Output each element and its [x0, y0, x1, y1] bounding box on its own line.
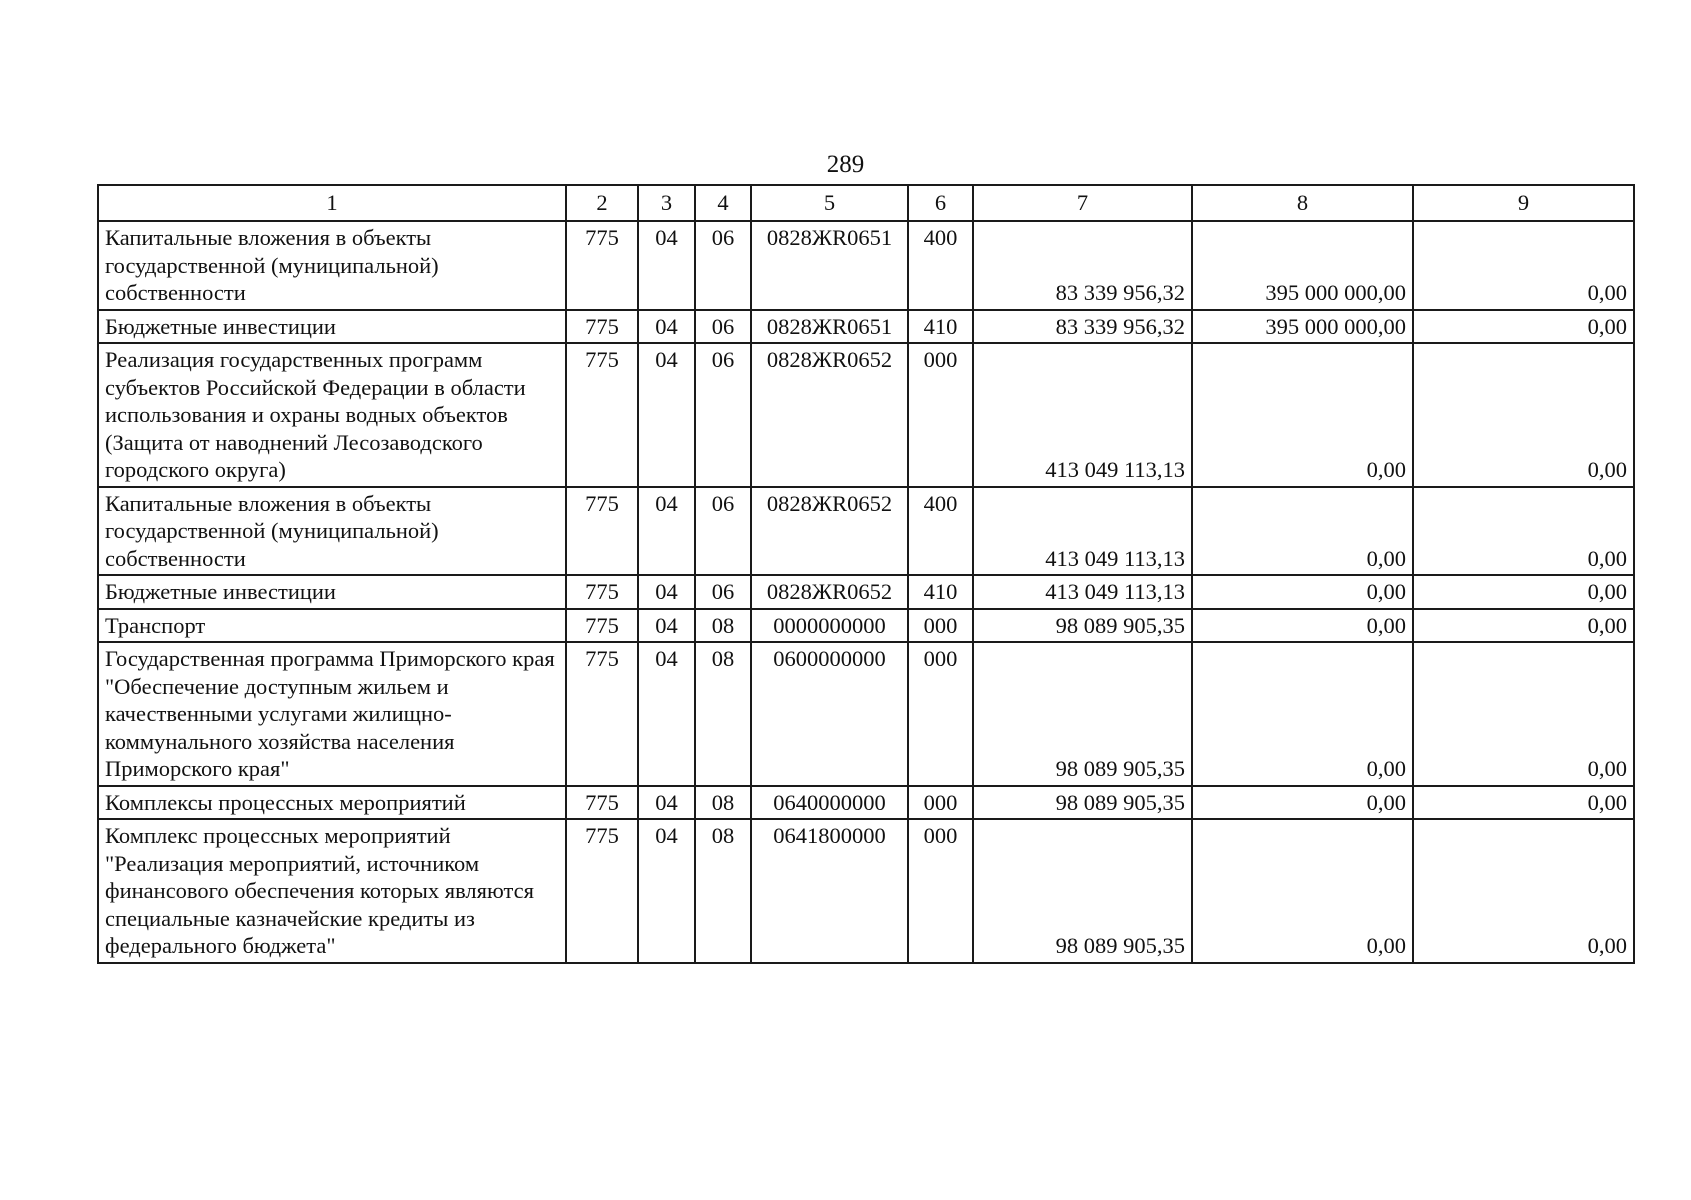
- ministry-code: 775: [566, 310, 638, 344]
- column-header: 3: [638, 185, 695, 221]
- amount-col9: 0,00: [1413, 221, 1634, 310]
- ministry-code: 775: [566, 819, 638, 963]
- amount-col8: 395 000 000,00: [1192, 310, 1413, 344]
- target-article-code: 0641800000: [751, 819, 908, 963]
- row-name: Капитальные вложения в объекты государственной (муниципальной) собственности: [98, 487, 566, 576]
- amount-col9: 0,00: [1413, 642, 1634, 786]
- amount-col9: 0,00: [1413, 786, 1634, 820]
- amount-col9: 0,00: [1413, 343, 1634, 487]
- row-name: Капитальные вложения в объекты государственной (муниципальной) собственности: [98, 221, 566, 310]
- expense-type-code: 410: [908, 310, 973, 344]
- ministry-code: 775: [566, 609, 638, 643]
- amount-col7: 413 049 113,13: [973, 575, 1192, 609]
- subsection-code: 08: [695, 609, 751, 643]
- amount-col7: 83 339 956,32: [973, 310, 1192, 344]
- amount-col7: 98 089 905,35: [973, 819, 1192, 963]
- amount-col7: 413 049 113,13: [973, 487, 1192, 576]
- column-header: 2: [566, 185, 638, 221]
- ministry-code: 775: [566, 221, 638, 310]
- amount-col8: 0,00: [1192, 819, 1413, 963]
- subsection-code: 06: [695, 343, 751, 487]
- column-header: 1: [98, 185, 566, 221]
- table-row: [98, 221, 1634, 310]
- expense-type-code: 000: [908, 786, 973, 820]
- amount-col9: 0,00: [1413, 819, 1634, 963]
- expense-type-code: 000: [908, 642, 973, 786]
- amount-col8: 0,00: [1192, 642, 1413, 786]
- subsection-code: 06: [695, 221, 751, 310]
- amount-col7: 98 089 905,35: [973, 609, 1192, 643]
- table-row: [98, 786, 1634, 820]
- row-name: Государственная программа Приморского края "Обеспечение доступным жильем и качественными услугами жилищно-коммунального хозяйства населения Приморского края": [98, 642, 566, 786]
- target-article-code: 0000000000: [751, 609, 908, 643]
- target-article-code: 0828ЖR0652: [751, 575, 908, 609]
- target-article-code: 0600000000: [751, 642, 908, 786]
- subsection-code: 06: [695, 310, 751, 344]
- column-header: 4: [695, 185, 751, 221]
- amount-col8: 0,00: [1192, 609, 1413, 643]
- ministry-code: 775: [566, 487, 638, 576]
- amount-col8: 395 000 000,00: [1192, 221, 1413, 310]
- table-row: [98, 609, 1634, 643]
- row-name: Комплексы процессных мероприятий: [98, 786, 566, 820]
- amount-col7: 98 089 905,35: [973, 786, 1192, 820]
- table-row: [98, 575, 1634, 609]
- target-article-code: 0828ЖR0651: [751, 221, 908, 310]
- amount-col7: 413 049 113,13: [973, 343, 1192, 487]
- subsection-code: 08: [695, 642, 751, 786]
- expense-type-code: 000: [908, 343, 973, 487]
- section-code: 04: [638, 819, 695, 963]
- subsection-code: 06: [695, 487, 751, 576]
- expense-type-code: 400: [908, 221, 973, 310]
- budget-table: [97, 184, 1635, 964]
- column-header: 5: [751, 185, 908, 221]
- column-header: 9: [1413, 185, 1634, 221]
- amount-col9: 0,00: [1413, 310, 1634, 344]
- page-number: 289: [826, 151, 865, 178]
- target-article-code: 0828ЖR0652: [751, 487, 908, 576]
- target-article-code: 0828ЖR0652: [751, 343, 908, 487]
- amount-col8: 0,00: [1192, 343, 1413, 487]
- table-row: [98, 819, 1634, 963]
- ministry-code: 775: [566, 786, 638, 820]
- subsection-code: 08: [695, 786, 751, 820]
- amount-col8: 0,00: [1192, 786, 1413, 820]
- section-code: 04: [638, 609, 695, 643]
- section-code: 04: [638, 575, 695, 609]
- amount-col7: 98 089 905,35: [973, 642, 1192, 786]
- section-code: 04: [638, 487, 695, 576]
- table-row: [98, 343, 1634, 487]
- section-code: 04: [638, 786, 695, 820]
- section-code: 04: [638, 642, 695, 786]
- row-name: Комплекс процессных мероприятий "Реализация мероприятий, источником финансового обеспечения которых являются специальные казначейские кредиты из федерального бюджета": [98, 819, 566, 963]
- column-header: 6: [908, 185, 973, 221]
- amount-col8: 0,00: [1192, 487, 1413, 576]
- column-header: 7: [973, 185, 1192, 221]
- section-code: 04: [638, 221, 695, 310]
- table-header-row: [98, 185, 1634, 221]
- expense-type-code: 000: [908, 819, 973, 963]
- amount-col9: 0,00: [1413, 575, 1634, 609]
- expense-type-code: 000: [908, 609, 973, 643]
- expense-type-code: 410: [908, 575, 973, 609]
- row-name: Бюджетные инвестиции: [98, 310, 566, 344]
- amount-col9: 0,00: [1413, 487, 1634, 576]
- table-row: [98, 642, 1634, 786]
- table-row: [98, 487, 1634, 576]
- ministry-code: 775: [566, 575, 638, 609]
- target-article-code: 0828ЖR0651: [751, 310, 908, 344]
- target-article-code: 0640000000: [751, 786, 908, 820]
- subsection-code: 06: [695, 575, 751, 609]
- table-row: [98, 310, 1634, 344]
- row-name: Бюджетные инвестиции: [98, 575, 566, 609]
- amount-col9: 0,00: [1413, 609, 1634, 643]
- expense-type-code: 400: [908, 487, 973, 576]
- section-code: 04: [638, 343, 695, 487]
- ministry-code: 775: [566, 343, 638, 487]
- subsection-code: 08: [695, 819, 751, 963]
- section-code: 04: [638, 310, 695, 344]
- amount-col8: 0,00: [1192, 575, 1413, 609]
- row-name: Транспорт: [98, 609, 566, 643]
- column-header: 8: [1192, 185, 1413, 221]
- amount-col7: 83 339 956,32: [973, 221, 1192, 310]
- ministry-code: 775: [566, 642, 638, 786]
- row-name: Реализация государственных программ субъектов Российской Федерации в области использования и охраны водных объектов (Защита от наводнений Лесозаводского городского округа): [98, 343, 566, 487]
